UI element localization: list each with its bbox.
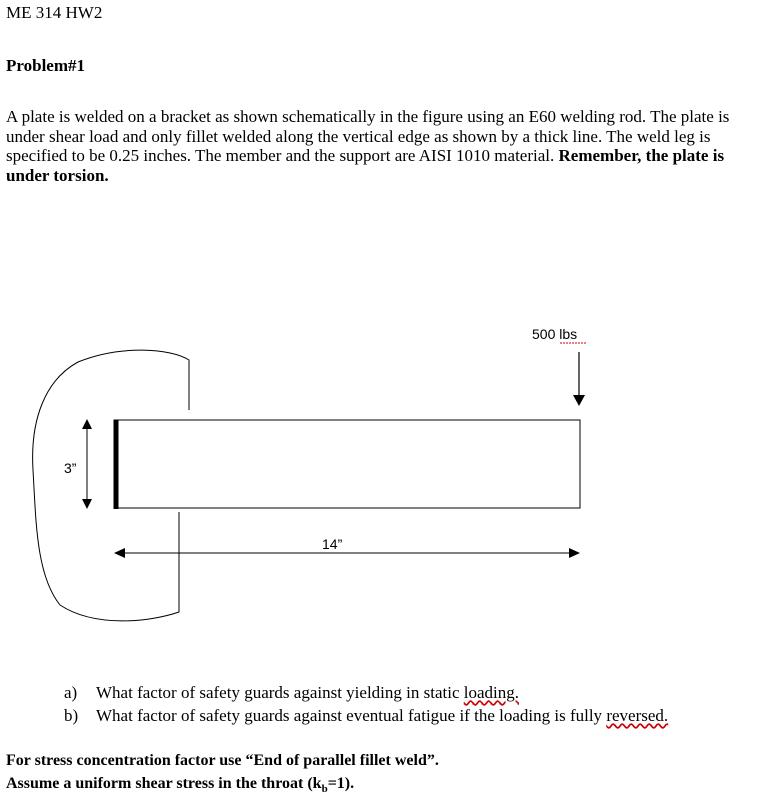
plate [114,420,580,508]
note-shear-stress-text: Assume a uniform shear stress in the throat (k [6,775,322,792]
length-arrow-right [569,548,580,558]
length-arrow-left [114,548,125,558]
question-b [64,706,668,726]
question-a-tail: loading. [463,683,519,702]
problem-heading: Problem#1 [6,56,86,75]
question-a [64,683,519,703]
problem-statement-text: A plate is welded on a bracket as shown schematically in the figure using an E60 welding rod. The plate is under shear load and only fillet welded along the vertical edge as shown by a thick line. The weld leg is specified to be 0.25 inches. The member and the support are AISI 1010 material. [6,107,730,165]
note-shear-stress [6,775,354,795]
question-b-text: What factor of safety guards against eventual fatigue if the loading is fully [96,706,607,725]
problem-statement-emphasis: Remember, the plate is under torsion. [6,146,725,185]
note-stress-concentration: For stress concentration factor use “End of parallel fillet weld”. [6,752,439,769]
document-title: ME 314 HW2 [6,3,103,22]
length-label: 14” [322,536,343,552]
height-arrow-top [82,419,92,429]
load-label: 500 lbs [532,326,578,342]
load-arrowhead [573,395,585,406]
note-shear-stress-tail: =1). [327,775,355,792]
height-arrow-bottom [82,499,92,509]
question-b-tail: reversed. [606,706,669,725]
question-b-label: b) [64,706,79,725]
height-label: 3” [64,460,77,476]
question-a-text: What factor of safety guards against yielding in static [96,683,464,702]
question-a-label: a) [64,683,78,702]
note-subscript: b [321,783,328,796]
